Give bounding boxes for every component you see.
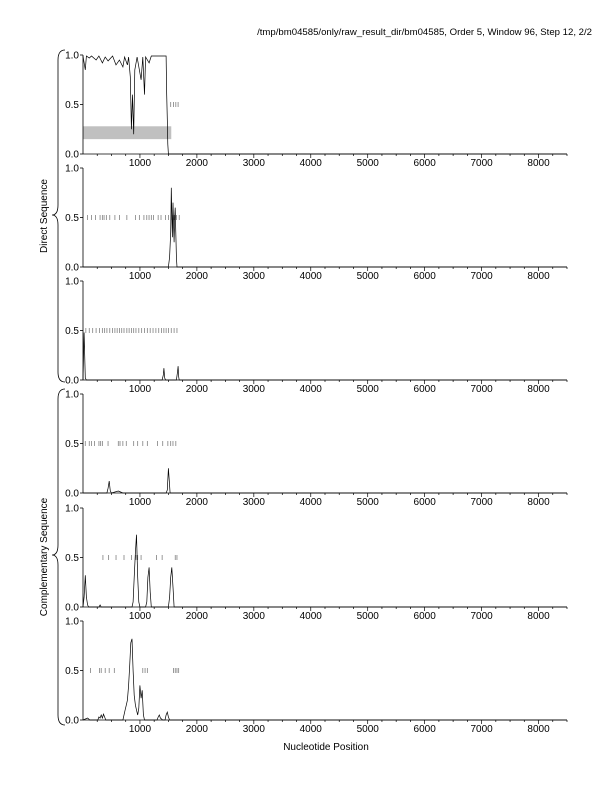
page-header-title: /tmp/bm04585/only/raw_result_dir/bm04585, Order 5, Window 96, Step 12, 2/2 [257,27,592,38]
x-tick-label: 6000 [413,724,436,735]
y-tick-label: 1.0 [65,50,79,62]
y-tick-label: 0.0 [65,375,79,387]
x-tick-label: 2000 [185,271,209,282]
x-axis-label: Nucleotide Position [283,742,369,753]
y-tick-label: 0.0 [65,602,79,614]
x-tick-label: 7000 [470,724,493,735]
x-tick-label: 5000 [356,724,379,735]
x-tick-label: 2000 [185,384,209,395]
x-tick-label: 3000 [242,497,265,508]
x-tick-label: 6000 [413,384,436,395]
x-tick-label: 4000 [299,158,322,169]
x-tick-label: 1000 [128,611,152,622]
x-tick-label: 8000 [527,384,550,395]
x-tick-label: 8000 [527,611,550,622]
x-tick-label: 4000 [299,384,322,395]
y-tick-label: 0.5 [65,666,79,677]
panel-1 [65,51,567,170]
panels-layer [65,51,567,736]
series-line [83,188,567,267]
y-tick-label: 1.0 [65,276,79,288]
x-tick-label: 8000 [527,497,550,508]
x-tick-label: 3000 [242,611,265,622]
y-tick-label: 1.0 [65,616,79,628]
series-line [83,535,567,607]
x-tick-label: 4000 [299,497,322,508]
x-tick-label: 2000 [185,497,209,508]
panel-2 [65,164,567,283]
x-tick-label: 1000 [128,497,152,508]
x-tick-label: 5000 [356,271,379,282]
panel-4 [65,390,567,509]
brace-complementary [52,389,65,725]
y-tick-label: 0.5 [65,100,79,111]
group-labels [39,50,65,725]
series-line [83,56,567,154]
y-tick-label: 0.5 [65,439,79,450]
x-tick-label: 6000 [413,158,436,169]
y-tick-label: 0.0 [65,149,79,161]
x-tick-label: 3000 [242,271,265,282]
x-tick-label: 6000 [413,611,436,622]
x-tick-label: 2000 [185,158,209,169]
x-tick-label: 5000 [356,384,379,395]
x-tick-label: 3000 [242,724,265,735]
y-tick-label: 1.0 [65,503,79,515]
x-tick-label: 4000 [299,611,322,622]
group-label-complementary: Complementary Sequence [39,497,50,617]
x-tick-label: 8000 [527,271,550,282]
x-tick-label: 7000 [470,497,493,508]
y-tick-label: 0.0 [65,715,79,727]
y-tick-label: 0.5 [65,326,79,337]
x-tick-label: 5000 [356,611,379,622]
x-tick-label: 7000 [470,384,493,395]
shaded-band [83,126,171,139]
x-tick-label: 3000 [242,384,265,395]
x-tick-label: 5000 [356,158,379,169]
x-tick-label: 6000 [413,497,436,508]
panel-6 [65,617,567,736]
y-tick-label: 0.0 [65,262,79,274]
y-tick-label: 0.5 [65,553,79,564]
x-tick-label: 7000 [470,271,493,282]
group-label-direct: Direct Sequence [39,179,50,253]
x-tick-label: 7000 [470,158,493,169]
x-tick-label: 4000 [299,271,322,282]
y-tick-label: 0.0 [65,488,79,500]
y-tick-label: 1.0 [65,389,79,401]
x-tick-label: 2000 [185,611,209,622]
series-line [83,333,567,381]
x-tick-label: 8000 [527,724,550,735]
series-line [83,639,567,720]
x-tick-label: 1000 [128,724,152,735]
x-tick-label: 1000 [128,271,152,282]
panel-3 [65,277,567,396]
x-tick-label: 6000 [413,271,436,282]
x-tick-label: 1000 [128,384,152,395]
x-tick-label: 5000 [356,497,379,508]
y-tick-label: 1.0 [65,163,79,175]
y-tick-label: 0.5 [65,213,79,224]
x-tick-label: 2000 [185,724,209,735]
x-tick-label: 7000 [470,611,493,622]
x-tick-label: 4000 [299,724,322,735]
panel-5 [65,504,567,623]
brace-direct [52,50,65,382]
x-tick-label: 3000 [242,158,265,169]
x-tick-label: 8000 [527,158,550,169]
x-tick-label: 1000 [128,158,152,169]
series-line [83,468,567,493]
